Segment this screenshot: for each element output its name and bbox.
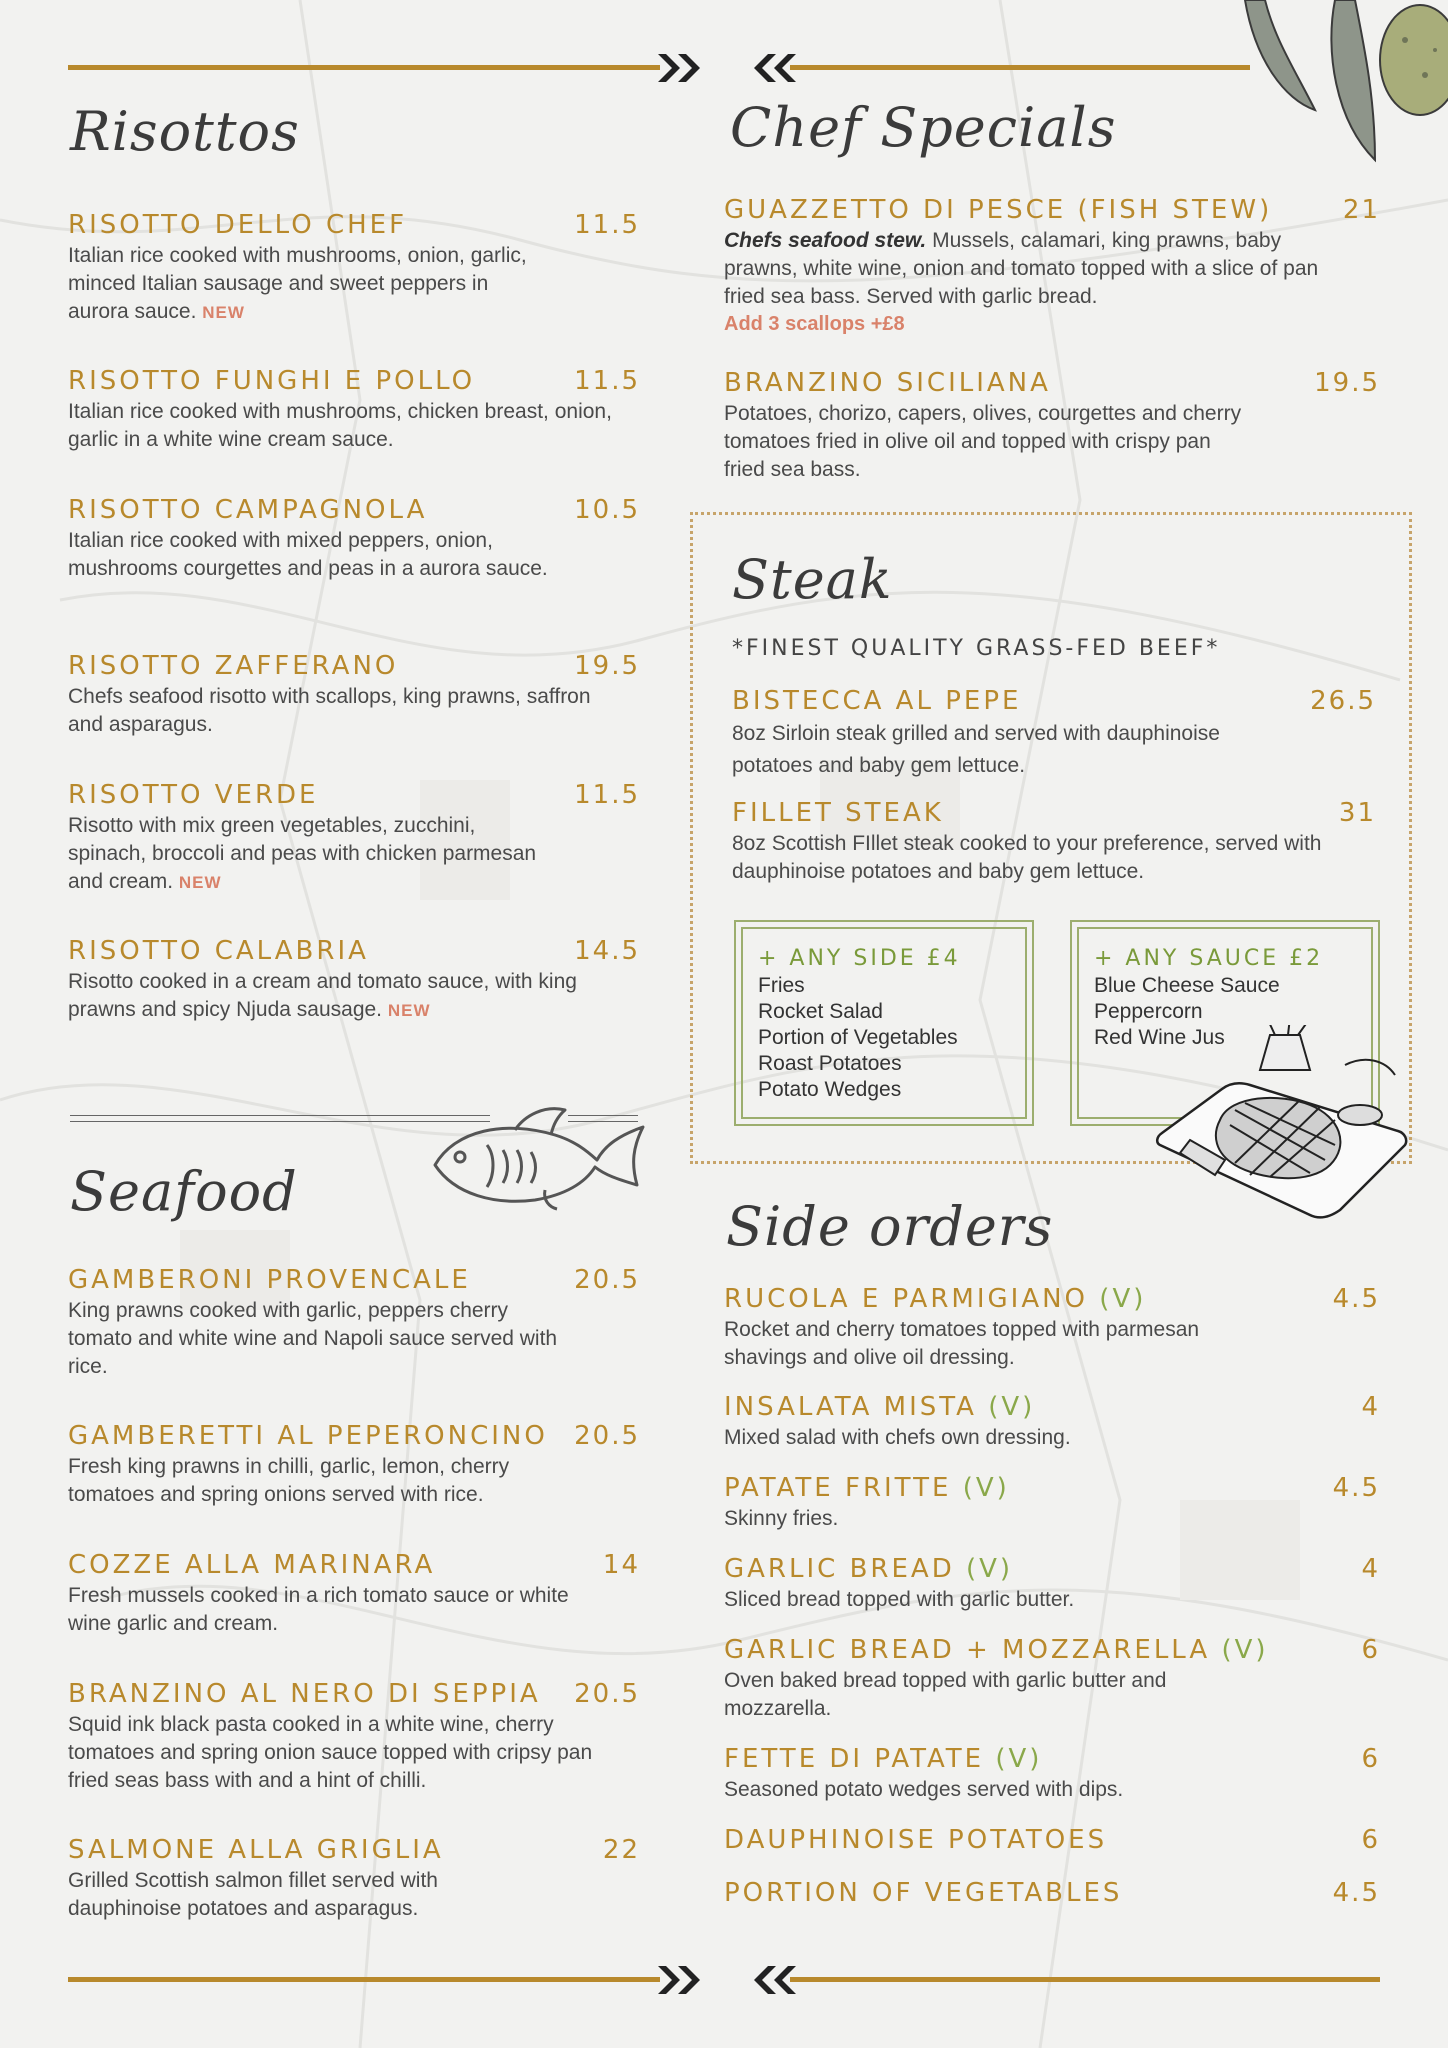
menu-item: INSALATA MISTA (V) 4 Mixed salad with chefs own dressing. [724, 1392, 1380, 1449]
menu-item: PORTION OF VEGETABLES 4.5 [724, 1878, 1380, 1908]
vegetarian-badge: (V) [965, 1554, 1014, 1584]
olive-branch-icon [1225, 0, 1448, 170]
side-option: Rocket Salad [758, 1000, 883, 1023]
menu-item: FETTE DI PATATE (V) 6 Seasoned potato wedges served with dips. [724, 1744, 1380, 1801]
menu-item: FILLET STEAK 31 8oz Scottish FIllet steak cooked to your preference, served with dauphinoise potatoes and baby gem lettuce. [732, 798, 1376, 883]
steak-title: Steak [732, 548, 893, 611]
new-badge: NEW [202, 303, 245, 322]
addon-note: Add 3 scallops +£8 [724, 313, 905, 335]
menu-item: GAMBERONI PROVENCALE 20.5 King prawns cooked with garlic, peppers cherry tomato and white wine and Napoli sauce served with rice. [68, 1265, 640, 1378]
vegetarian-badge: (V) [962, 1473, 1010, 1503]
side-option: Fries [758, 974, 805, 997]
vegetarian-badge: (V) [1099, 1284, 1147, 1314]
menu-item: PATATE FRITTE (V) 4.5 Skinny fries. [724, 1473, 1380, 1530]
menu-item: COZZE ALLA MARINARA 14 Fresh mussels cooked in a rich tomato sauce or white wine garlic and cream. [68, 1550, 640, 1635]
top-rule-right [790, 65, 1250, 70]
menu-item: RISOTTO FUNGHI E POLLO 11.5 Italian rice cooked with mushrooms, chicken breast, onion, garlic in a white wine cream sauce. [68, 366, 640, 451]
chevron-right-icon [656, 52, 704, 84]
menu-item: GAMBERETTI AL PEPERONCINO 20.5 Fresh king prawns in chilli, garlic, lemon, cherry tomatoes and spring onions served with rice. [68, 1421, 640, 1506]
menu-item: DAUPHINOISE POTATOES 6 [724, 1825, 1380, 1855]
menu-item: BISTECCA AL PEPE 26.5 8oz Sirloin steak grilled and served with dauphinoise potatoes and baby gem lettuce. [732, 686, 1376, 777]
top-rule-left [68, 65, 660, 70]
new-badge: NEW [178, 873, 222, 892]
sauce-option: Peppercorn [1094, 1000, 1203, 1023]
menu-item: RISOTTO VERDE 11.5 Risotto with mix green vegetables, zucchini, spinach, broccoli and peas with chicken parmesan and cream. NEW [68, 780, 640, 893]
menu-item: RISOTTO CALABRIA 14.5 Risotto cooked in a cream and tomato sauce, with king prawns and spicy Njuda sausage. NEW [68, 936, 640, 1021]
side-option: Roast Potatoes [758, 1052, 902, 1075]
new-badge: NEW [387, 1001, 431, 1020]
chevron-right-icon [656, 1964, 704, 1996]
side-option: Potato Wedges [758, 1078, 902, 1101]
menu-item: RISOTTO DELLO CHEF 11.5 Italian rice cooked with mushrooms, onion, garlic, minced Italian sausage and sweet peppers in aurora sauce. NEW [68, 210, 640, 323]
menu-item: SALMONE ALLA GRIGLIA 22 Grilled Scottish salmon fillet served with dauphinoise potatoes and asparagus. [68, 1835, 640, 1920]
steak-board-icon [1150, 1025, 1410, 1225]
menu-item: RISOTTO CAMPAGNOLA 10.5 Italian rice cooked with mixed peppers, onion, mushrooms courgettes and peas in a aurora sauce. [68, 495, 640, 580]
steak-tagline: *FINEST QUALITY GRASS-FED BEEF* [732, 636, 1221, 661]
side-option: Portion of Vegetables [758, 1026, 958, 1049]
menu-item: RUCOLA E PARMIGIANO (V) 4.5 Rocket and cherry tomatoes topped with parmesan shavings and olive oil dressing. [724, 1284, 1380, 1369]
menu-item: GUAZZETTO DI PESCE (FISH STEW) 21 Chefs seafood stew. Mussels, calamari, king prawns, baby prawns, white wine, onion and tomato topped with a slice of pan fried sea bass. Served with garlic bread. Add 3 scallops +£8 [724, 195, 1380, 335]
menu-item: BRANZINO SICILIANA 19.5 Potatoes, chorizo, capers, olives, courgettes and cherry tomatoes fried in olive oil and topped with crispy pan fried sea bass. [724, 368, 1380, 481]
chef-specials-title: Chef Specials [730, 96, 1117, 159]
bottom-rule-right [790, 1977, 1380, 1982]
vegetarian-badge: (V) [1221, 1635, 1269, 1665]
side-orders-title: Side orders [726, 1195, 1054, 1258]
fish-icon [425, 1105, 650, 1215]
menu-item: GARLIC BREAD + MOZZARELLA (V) 6 Oven baked bread topped with garlic butter and mozzarella. [724, 1635, 1380, 1720]
menu-item: RISOTTO ZAFFERANO 19.5 Chefs seafood risotto with scallops, king prawns, saffron and asparagus. [68, 651, 640, 736]
sauce-option: Blue Cheese Sauce [1094, 974, 1280, 997]
menu-item: GARLIC BREAD (V) 4 Sliced bread topped with garlic butter. [724, 1554, 1380, 1611]
sauce-option: Red Wine Jus [1094, 1026, 1225, 1049]
vegetarian-badge: (V) [988, 1392, 1036, 1422]
sides-box: + ANY SIDE £4 Fries Rocket Salad Portion of Vegetables Roast Potatoes Potato Wedges [734, 920, 1034, 1126]
seafood-title: Seafood [70, 1160, 298, 1223]
sauces-box: + ANY SAUCE £2 Blue Cheese Sauce Peppercorn Red Wine Jus [1070, 920, 1380, 1126]
bottom-rule-left [68, 1977, 660, 1982]
risottos-title: Risottos [70, 100, 300, 163]
menu-item: BRANZINO AL NERO DI SEPPIA 20.5 Squid ink black pasta cooked in a white wine, cherry tomatoes and spring onion sauce topped with cripsy pan fried seas bass with and a hint of chilli. [68, 1679, 640, 1792]
vegetarian-badge: (V) [995, 1744, 1043, 1774]
